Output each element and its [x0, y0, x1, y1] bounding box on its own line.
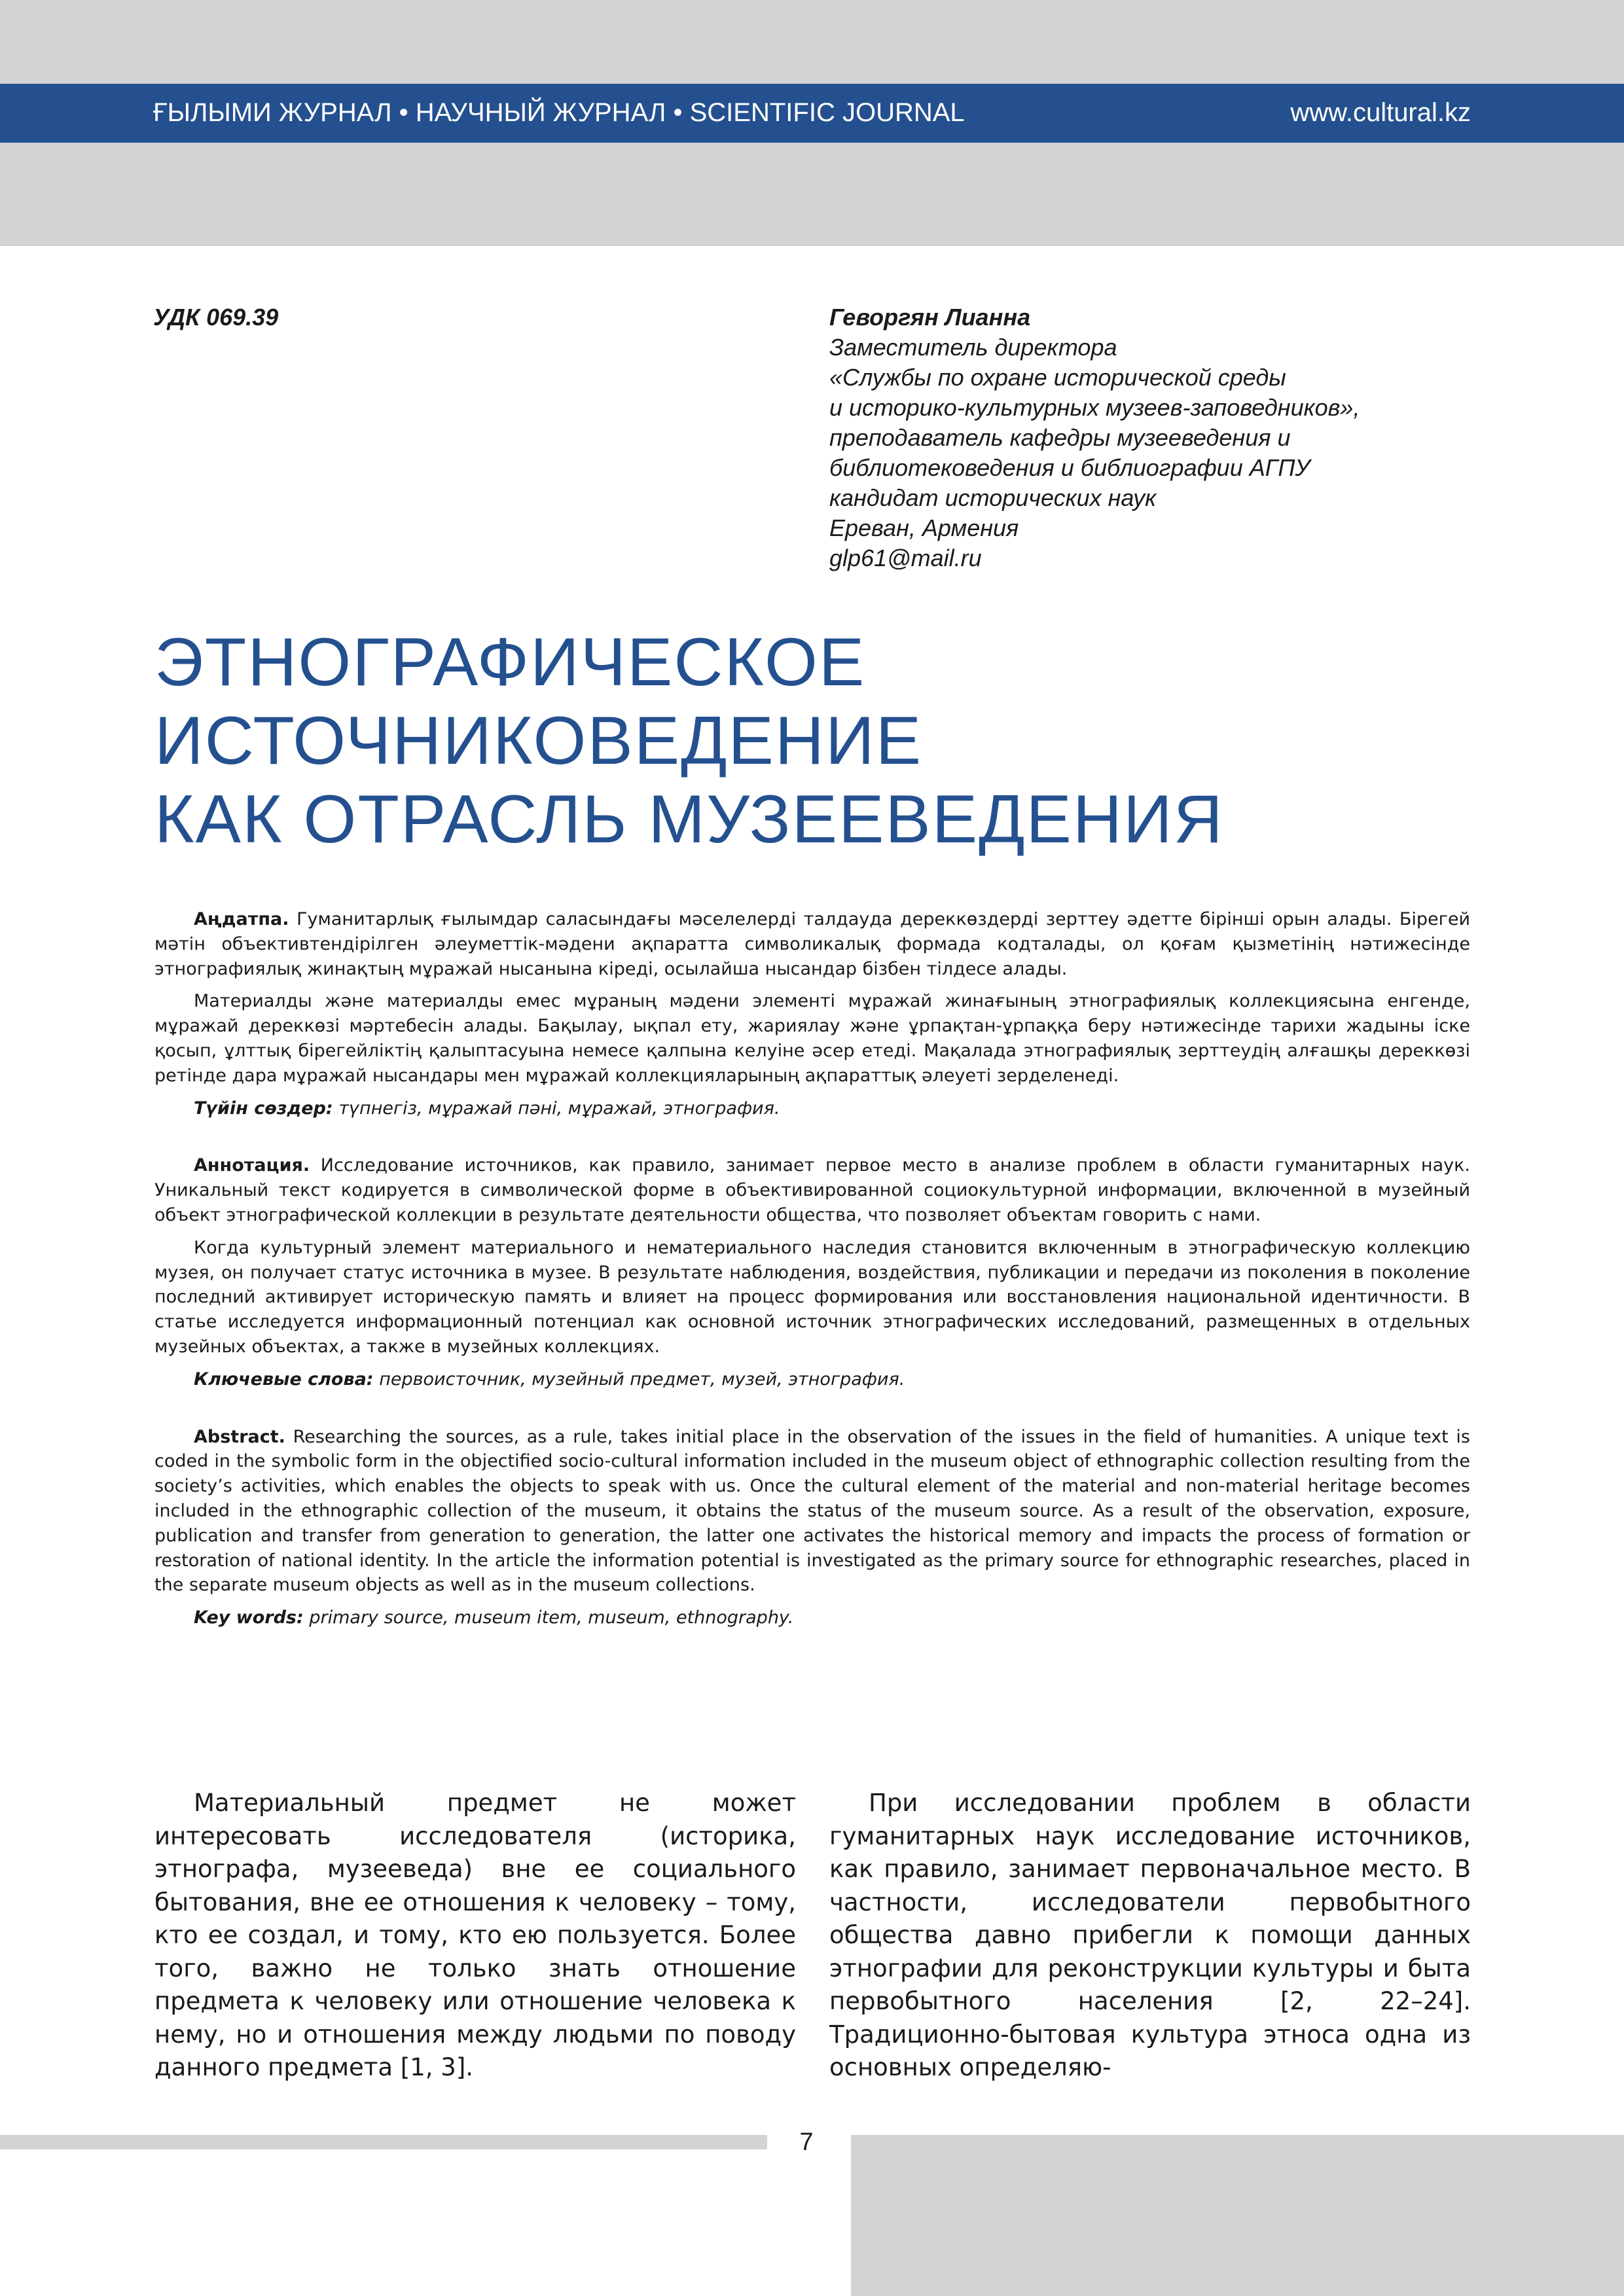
kazakh-abstract-p2: Материалды және материалды емес мұраның мәдени элементі мұражай жинағының этнографиялық коллекциясына енгенде, мұражай дереккөзі мәртебесін алады. Бақылау, ықпал ету, жариялау және ұрпақтан-ұрпаққа беру нәтижесінде тарихи жадыны іске қосып, ұлттық бірегейліктің қалыптасуына немесе қалпына келуіне әсер етеді. Мақалада этнографиялық зерттеудің алғашқы дереккөзі ретінде дара мұражай нысандары мен мұражай коллекцияларының ақпараттық әлеуеті зерделенеді. [154, 991, 1470, 1086]
author-affiliation-line: библиотековедения и библиографии АГПУ [829, 454, 1310, 481]
english-keywords-text: primary source, museum item, museum, ethnography. [309, 1607, 794, 1628]
title-line: ИСТОЧНИКОВЕДЕНИЕ [154, 703, 923, 779]
russian-keywords-label: Ключевые слова: [194, 1369, 374, 1390]
author-affiliation-line: преподаватель кафедры музееведения и [829, 424, 1291, 451]
russian-abstract-p1 [154, 1153, 1470, 1227]
abstracts-section [154, 907, 1470, 1630]
russian-keywords [154, 1367, 1470, 1392]
body-column-right [829, 1787, 1471, 2085]
english-abstract-text: Researching the sources, as a rule, takes initial place in the observation of the issues in the field of humanities. A unique text is coded in the symbolic form in the objectified socio-cultural information included in the museum object of ethnographic collection resulting from the society’s activities, which enables the objects to speak with us. Once the cultural element of the material and non-material heritage becomes included in the ethnographic collection of the museum, it obtains the status of the museum source. As a result of the observation, exposure, publication and transfer from generation to generation, the latter one activates the historical memory and impacts the process of formation or restoration of national identity. In the article the information potential is investigated as the primary source for ethnographic researches, placed in the separate museum objects as well as in the museum collections. [154, 1426, 1470, 1596]
russian-abstract-text: Исследование источников, как правило, занимает первое место в анализе проблем в области гуманитарных наук. Уникальный текст кодируется в символической форме в объективированной социокультурной информации, включенной в музейный объект этнографической коллекции в результате деятельности общества, что позволяет объектам говорить с нами. [154, 1155, 1470, 1225]
author-affiliation-line: и историко-культурных музеев-заповедников», [829, 394, 1360, 421]
russian-keywords-text: первоисточник, музейный предмет, музей, этнография. [379, 1369, 905, 1390]
kazakh-abstract-label: Аңдатпа. [194, 909, 289, 929]
english-abstract-label: Abstract. [194, 1426, 285, 1447]
udk-code: УДК 069.39 [153, 304, 279, 331]
russian-abstract-label: Аннотация. [194, 1155, 310, 1176]
kazakh-abstract-p1 [154, 907, 1470, 981]
english-abstract [154, 1425, 1470, 1598]
author-name: Геворгян Лианна [829, 304, 1031, 331]
english-keywords [154, 1605, 1470, 1630]
kazakh-keywords [154, 1096, 1470, 1121]
title-line: ЭТНОГРАФИЧЕСКОЕ [154, 624, 866, 700]
author-position: Заместитель директора [829, 334, 1117, 361]
russian-abstract-p2: Когда культурный элемент материального и нематериального наследия становится включенным в этнографическую коллекцию музея, он получает статус источника в музее. В результате наблюдения, воздействия, публикации и передачи из поколения в поколение последний активирует историческую память и влияет на процесс формирования или восстановления национальной идентичности. В статье исследуется информационный потенциал как основной источник этнографических исследований, размещенных в отдельных музейных объектах, а также в музейных коллекциях. [154, 1237, 1470, 1357]
author-location: Ереван, Армения [829, 514, 1019, 541]
article-title [154, 623, 1464, 859]
body-column-left [154, 1787, 796, 2085]
english-keywords-label: Key words: [194, 1607, 304, 1628]
kazakh-keywords-label: Түйін сөздер: [194, 1098, 333, 1119]
journal-name: ҒЫЛЫМИ ЖУРНАЛ • НАУЧНЫЙ ЖУРНАЛ • SCIENTIFIC JOURNAL [153, 98, 965, 127]
title-line: КАК ОТРАСЛЬ МУЗЕЕВЕДЕНИЯ [154, 781, 1224, 857]
page-number: 7 [799, 2128, 814, 2156]
author-degree: кандидат исторических наук [829, 484, 1157, 511]
kazakh-keywords-text: түпнегіз, мұражай пәні, мұражай, этнография. [338, 1098, 780, 1119]
kazakh-abstract-text: Гуманитарлық ғылымдар саласындағы мәселелерді талдауда дереккөздерді зерттеу әдетте бірінші орын алады. Бірегей мәтін объективтендірілген әлеуметтік-мәдени ақпаратта символикалық формада кодталады, ол қоғам қызметінің нәтижесінде этнографиялық жинақтың мұражай нысанына кіреді, осылайша нысандар бізбен тілдесе алады. [154, 909, 1470, 979]
author-email: glp61@mail.ru [829, 545, 982, 571]
author-block [829, 302, 1484, 573]
body-paragraph: При исследовании проблем в области гуманитарных наук исследование источников, как правило, занимает первоначальное место. В частности, исследователи первобытного общества давно прибегли к помощи данных этнографии для реконструкции культуры и быта первобытного населения [2, 22–24]. Традиционно-бытовая культура этноса одна из основных определяю- [829, 1789, 1471, 2081]
author-affiliation-line: «Службы по охране исторической среды [829, 364, 1286, 391]
body-paragraph: Материальный предмет не может интересовать исследователя (историка, этнографа, музееведа) вне ее социального бытования, вне ее отношения к человеку – тому, кто ее создал, и тому, кто ею пользуется. Более того, важно не только знать отношение предмета к человеку или отношение человека к нему, но и отношения между людьми по поводу данного предмета [1, 3]. [154, 1789, 796, 2081]
footer-rule [0, 2135, 767, 2149]
journal-website: www.cultural.kz [1290, 98, 1471, 127]
footer-block [851, 2135, 1624, 2296]
